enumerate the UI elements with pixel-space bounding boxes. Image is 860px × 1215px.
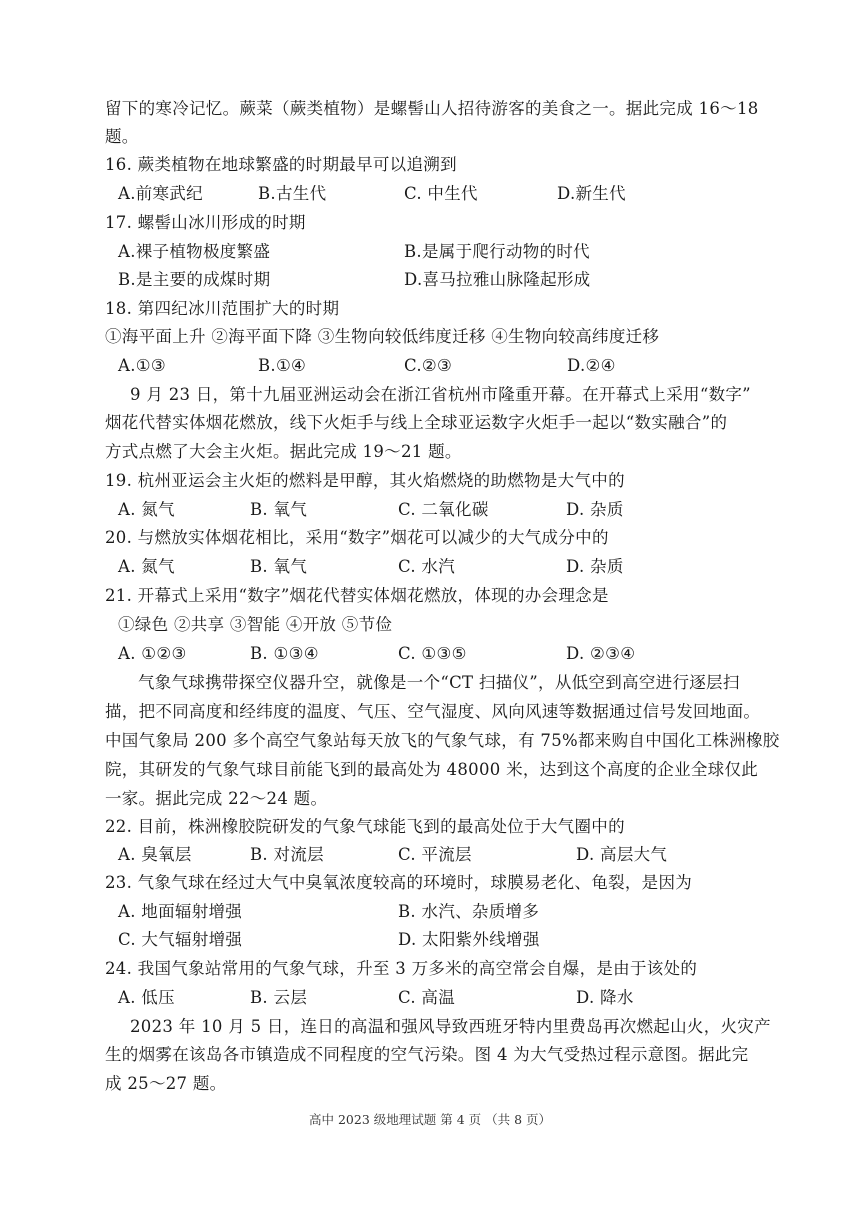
question-18-option-a: A.①③ bbox=[118, 356, 166, 375]
question-20-option-b: B. 氧气 bbox=[250, 557, 308, 576]
question-20-option-d: D. 杂质 bbox=[566, 557, 624, 576]
question-18-stem: 18. 第四纪冰川范围扩大的时期 bbox=[105, 299, 340, 318]
question-17-stem: 17. 螺髻山冰川形成的时期 bbox=[105, 213, 306, 232]
question-18-items: ①海平面上升 ②海平面下降 ③生物向较低纬度迁移 ④生物向较高纬度迁移 bbox=[105, 327, 660, 346]
intro-line-1: 留下的寒冷记忆。蕨菜（蕨类植物）是螺髻山人招待游客的美食之一。据此完成 16～18 bbox=[105, 99, 759, 118]
question-21-option-a: A. ①②③ bbox=[118, 644, 187, 663]
question-19-option-a: A. 氮气 bbox=[118, 500, 175, 519]
question-19-option-d: D. 杂质 bbox=[566, 500, 624, 519]
passage-3-line-3: 中国气象局 200 多个高空气象站每天放飞的气象气球，有 75%都来购自中国化工株洲橡胶 bbox=[105, 731, 780, 750]
question-23-option-c: C. 大气辐射增强 bbox=[118, 930, 243, 949]
question-21-stem: 21. 开幕式上采用“数字”烟花代替实体烟花燃放，体现的办会理念是 bbox=[105, 586, 609, 605]
question-21-option-d: D. ②③④ bbox=[566, 644, 636, 663]
passage-2-line-1: 9 月 23 日，第十九届亚洲运动会在浙江省杭州市隆重开幕。在开幕式上采用“数字” bbox=[130, 385, 751, 404]
question-22-option-d: D. 高层大气 bbox=[576, 845, 668, 864]
passage-2-line-2: 烟花代替实体烟花燃放，线下火炬手与线上全球亚运数字火炬手一起以“数实融合”的 bbox=[105, 413, 728, 432]
question-16-stem: 16. 蕨类植物在地球繁盛的时期最早可以追溯到 bbox=[105, 155, 457, 174]
question-18-option-b: B.①④ bbox=[258, 356, 307, 375]
question-18-option-d: D.②④ bbox=[567, 356, 616, 375]
passage-3-line-2: 描，把不同高度和经纬度的温度、气压、空气湿度、风向风速等数据通过信号发回地面。 bbox=[105, 702, 761, 721]
question-20-option-c: C. 水汽 bbox=[398, 557, 456, 576]
question-23-option-a: A. 地面辐射增强 bbox=[118, 902, 243, 921]
question-16-option-b: B.古生代 bbox=[258, 184, 327, 203]
question-24-option-a: A. 低压 bbox=[118, 988, 175, 1007]
passage-3-line-5: 一家。据此完成 22～24 题。 bbox=[105, 789, 328, 808]
question-19-option-b: B. 氧气 bbox=[250, 500, 308, 519]
question-24-option-b: B. 云层 bbox=[250, 988, 308, 1007]
question-17-option-c: B.是主要的成煤时期 bbox=[118, 270, 271, 289]
question-17-option-b: B.是属于爬行动物的时代 bbox=[404, 242, 590, 261]
question-22-option-c: C. 平流层 bbox=[398, 845, 472, 864]
passage-3-line-1: 气象气球携带探空仪器升空，就像是一个“CT 扫描仪”，从低空到高空进行逐层扫 bbox=[138, 673, 740, 692]
question-16-option-a: A.前寒武纪 bbox=[118, 184, 203, 203]
question-17-option-a: A.裸子植物极度繁盛 bbox=[118, 242, 271, 261]
question-23-option-d: D. 太阳紫外线增强 bbox=[398, 930, 540, 949]
question-22-option-b: B. 对流层 bbox=[250, 845, 324, 864]
page-footer: 高中 2023 级地理试题 第 4 页 （共 8 页） bbox=[308, 1112, 551, 1127]
question-21-option-c: C. ①③⑤ bbox=[398, 644, 467, 663]
question-16-option-c: C. 中生代 bbox=[404, 184, 478, 203]
passage-2-line-3: 方式点燃了大会主火炬。据此完成 19～21 题。 bbox=[105, 442, 462, 461]
question-19-stem: 19. 杭州亚运会主火炬的燃料是甲醇，其火焰燃烧的助燃物是大气中的 bbox=[105, 471, 625, 490]
passage-4-line-2: 生的烟雾在该岛各市镇造成不同程度的空气污染。图 4 为大气受热过程示意图。据此完 bbox=[105, 1045, 749, 1064]
question-24-stem: 24. 我国气象站常用的气象气球，升至 3 万多米的高空常会自爆，是由于该处的 bbox=[105, 959, 698, 978]
question-19-option-c: C. 二氧化碳 bbox=[398, 500, 489, 519]
intro-line-2: 题。 bbox=[105, 127, 139, 146]
question-23-option-b: B. 水汽、杂质增多 bbox=[398, 902, 540, 921]
passage-3-line-4: 院，其研发的气象气球目前能飞到的最高处为 48000 米，达到这个高度的企业全球仅此 bbox=[105, 760, 759, 779]
question-16-option-d: D.新生代 bbox=[557, 184, 626, 203]
passage-4-line-3: 成 25～27 题。 bbox=[105, 1074, 227, 1093]
question-20-stem: 20. 与燃放实体烟花相比，采用“数字”烟花可以减少的大气成分中的 bbox=[105, 528, 609, 547]
question-21-option-b: B. ①③④ bbox=[250, 644, 319, 663]
passage-4-line-1: 2023 年 10 月 5 日，连日的高温和强风导致西班牙特内里费岛再次燃起山火，火灾产 bbox=[130, 1017, 771, 1036]
question-22-option-a: A. 臭氧层 bbox=[118, 845, 192, 864]
question-22-stem: 22. 目前，株洲橡胶院研发的气象气球能飞到的最高处位于大气圈中的 bbox=[105, 817, 625, 836]
question-23-stem: 23. 气象气球在经过大气中臭氧浓度较高的环境时，球膜易老化、龟裂，是因为 bbox=[105, 873, 693, 892]
question-24-option-d: D. 降水 bbox=[576, 988, 634, 1007]
question-21-items: ①绿色 ②共享 ③智能 ④开放 ⑤节俭 bbox=[118, 615, 393, 634]
question-18-option-c: C.②③ bbox=[404, 356, 453, 375]
question-17-option-d: D.喜马拉雅山脉隆起形成 bbox=[404, 270, 591, 289]
question-24-option-c: C. 高温 bbox=[398, 988, 456, 1007]
question-20-option-a: A. 氮气 bbox=[118, 557, 175, 576]
